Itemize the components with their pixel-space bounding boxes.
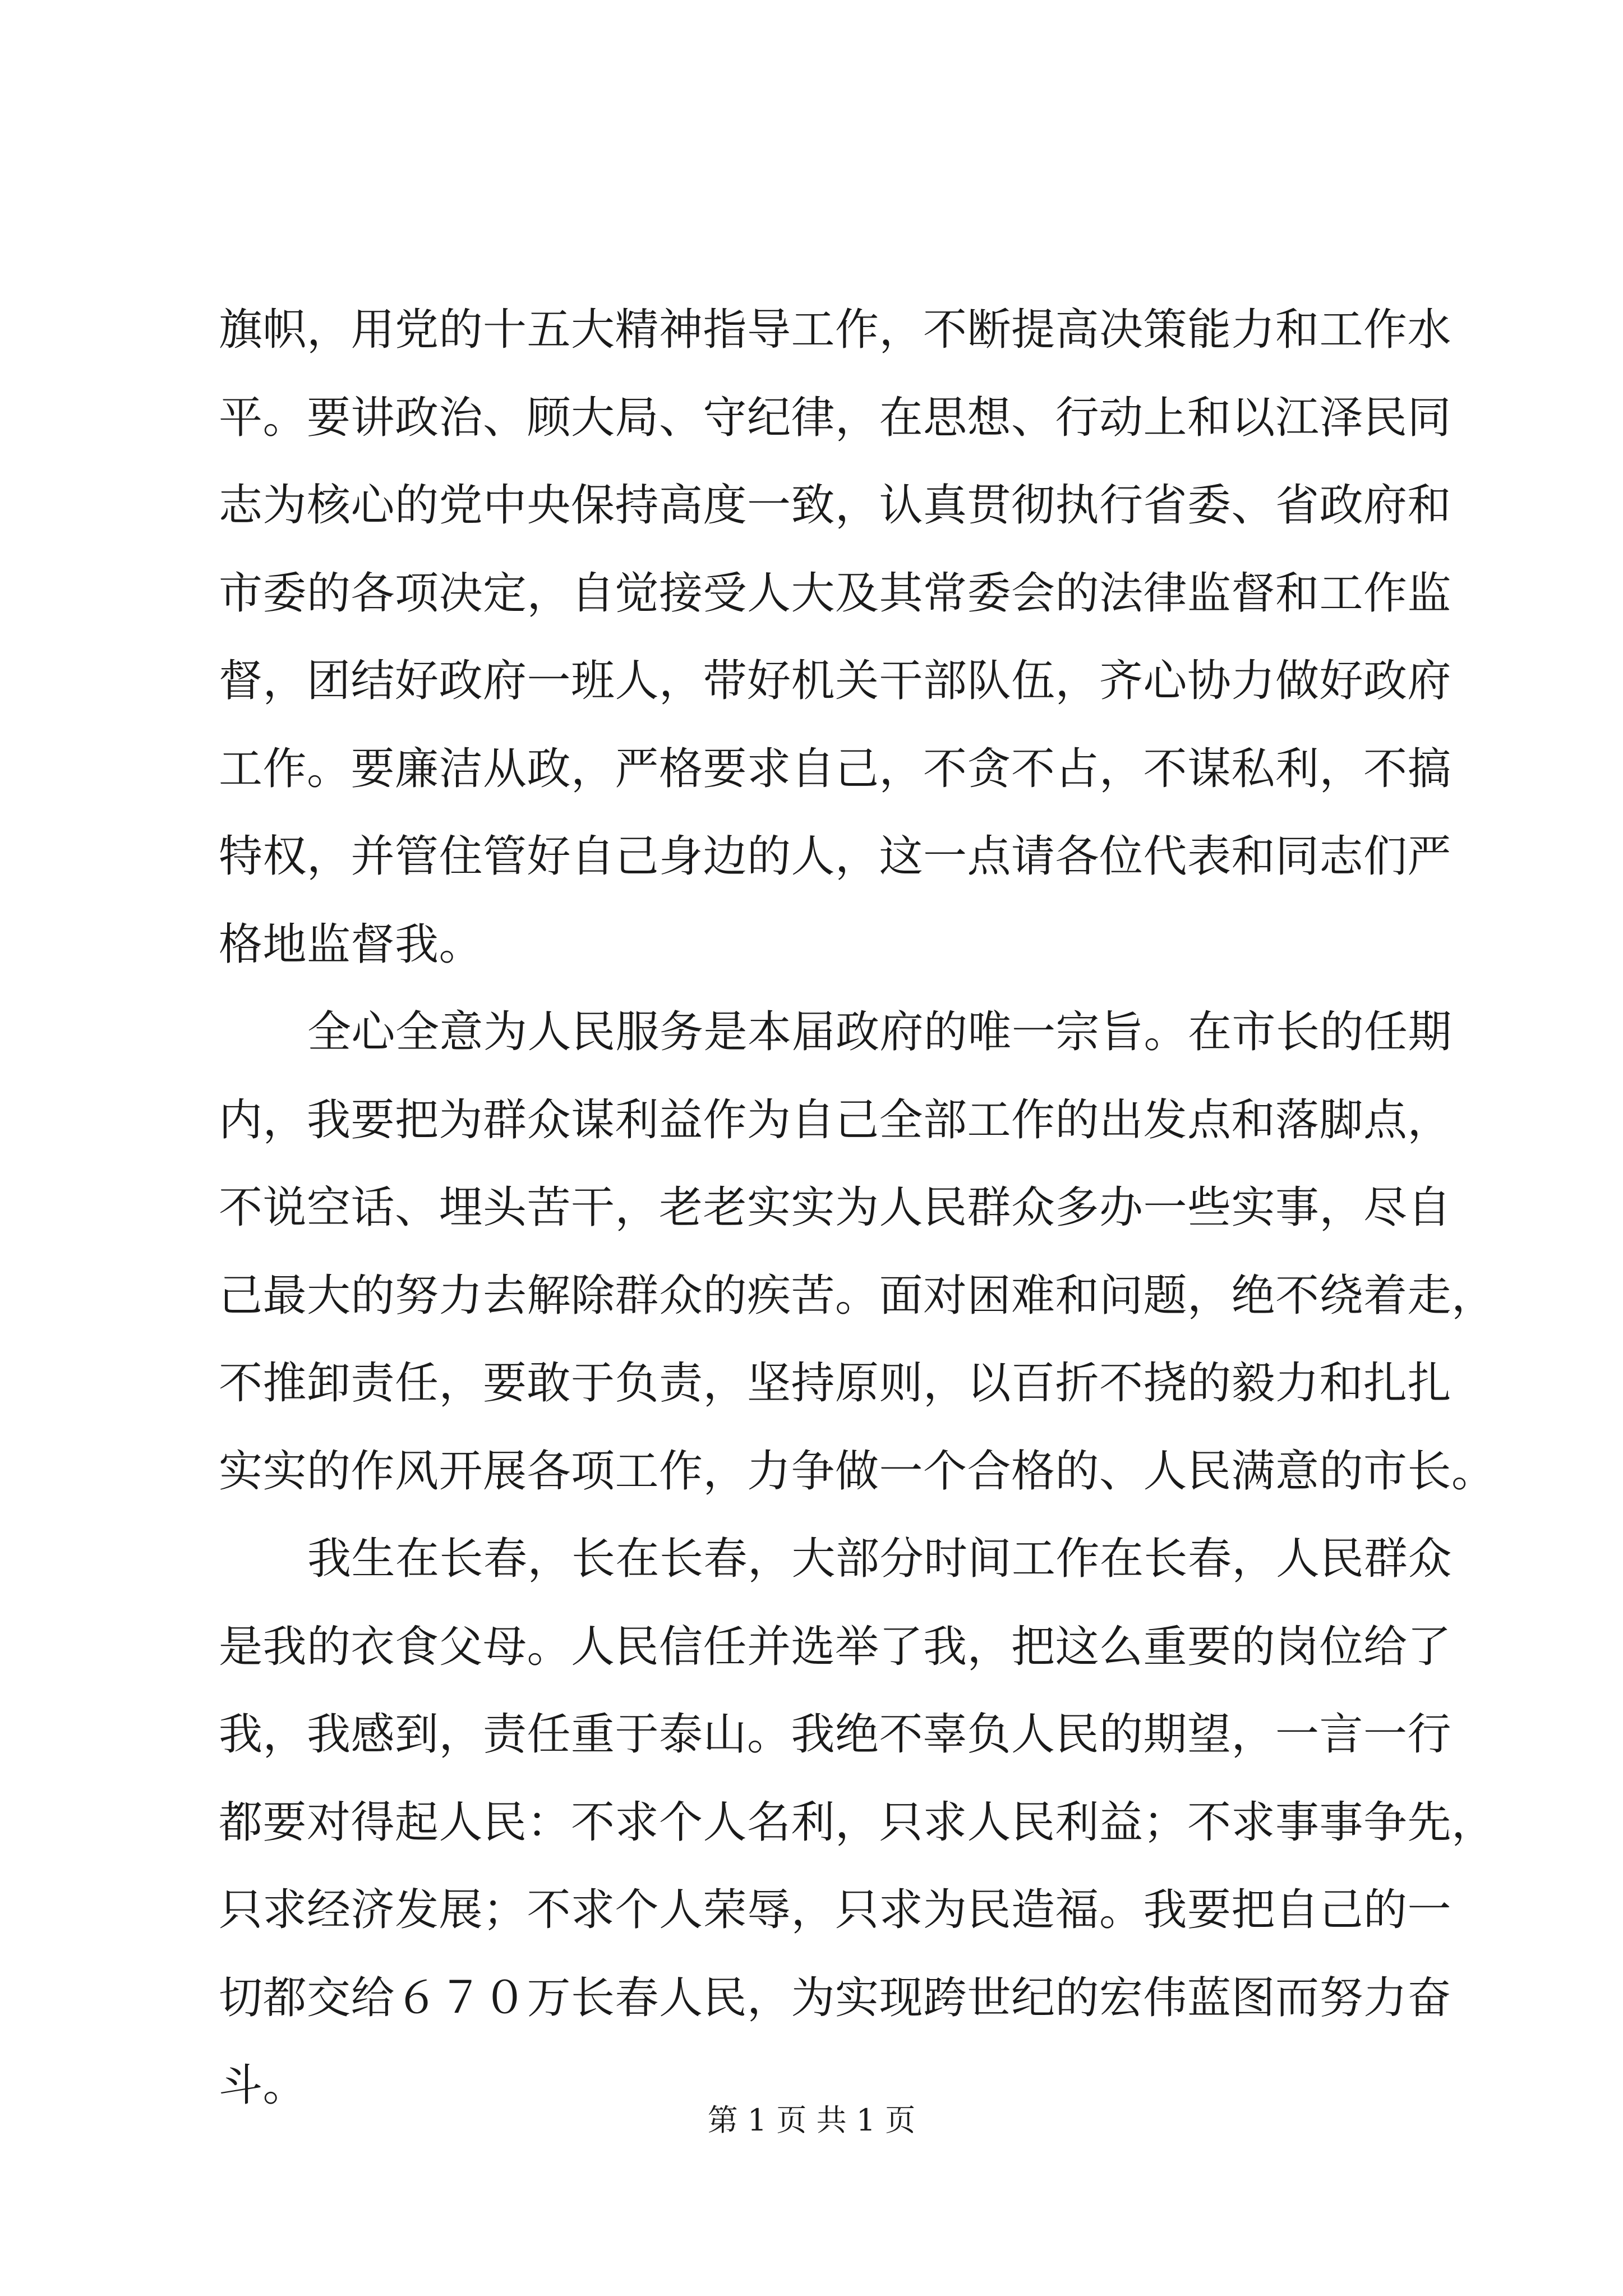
- text-line: 只求经济发展；不求个人荣辱，只求为民造福。我要把自己的一: [219, 1885, 1452, 1935]
- text-line: 我，我感到，责任重于泰山。我绝不辜负人民的期望，一言一行: [219, 1709, 1452, 1760]
- text-line: 不推卸责任，要敢于负责，坚持原则，以百折不挠的毅力和扎扎: [219, 1358, 1452, 1409]
- text-line: 实实的作风开展各项工作，力争做一个合格的、人民满意的市长。: [219, 1446, 1496, 1497]
- text-line: 旗帜，用党的十五大精神指导工作，不断提高决策能力和工作水: [219, 305, 1452, 355]
- text-line: 志为核心的党中央保持高度一致，认真贯彻执行省委、省政府和: [219, 480, 1452, 531]
- page-number-label: 第 1 页 共 1 页: [707, 2102, 916, 2138]
- text-line: 都要对得起人民：不求个人名利，只求人民利益；不求事事争先，: [219, 1797, 1496, 1848]
- text-line: 格地监督我。: [219, 919, 483, 970]
- text-line: 不说空话、埋头苦干，老老实实为人民群众多办一些实事，尽自: [219, 1182, 1452, 1233]
- page-footer: [0, 2101, 1623, 2140]
- text-line: 是我的衣食父母。人民信任并选举了我，把这么重要的岗位给了: [219, 1621, 1452, 1672]
- paragraph-start-line: 我生在长春，长在长春，大部分时间工作在长春，人民群众: [307, 1534, 1453, 1584]
- text-line: 督，团结好政府一班人，带好机关干部队伍，齐心协力做好政府: [219, 656, 1452, 706]
- text-line: 斗。: [219, 2060, 307, 2111]
- document-body: [219, 286, 1496, 2130]
- text-line: 平。要讲政治、顾大局、守纪律，在思想、行动上和以江泽民同: [219, 392, 1452, 443]
- text-line: 特权，并管住管好自己身边的人，这一点请各位代表和同志们严: [219, 831, 1452, 882]
- paragraph-start-line: 全心全意为人民服务是本届政府的唯一宗旨。在市长的任期: [307, 1007, 1453, 1057]
- text-line: 市委的各项决定，自觉接受人大及其常委会的法律监督和工作监: [219, 568, 1452, 619]
- text-line: 工作。要廉洁从政，严格要求自己，不贪不占，不谋私利，不搞: [219, 743, 1452, 794]
- text-line: 内，我要把为群众谋利益作为自己全部工作的出发点和落脚点，: [219, 1094, 1452, 1145]
- text-line: 己最大的努力去解除群众的疾苦。面对困难和问题，绝不绕着走，: [219, 1270, 1496, 1321]
- text-line: 切都交给６７０万长春人民，为实现跨世纪的宏伟蓝图而努力奋: [219, 1972, 1452, 2023]
